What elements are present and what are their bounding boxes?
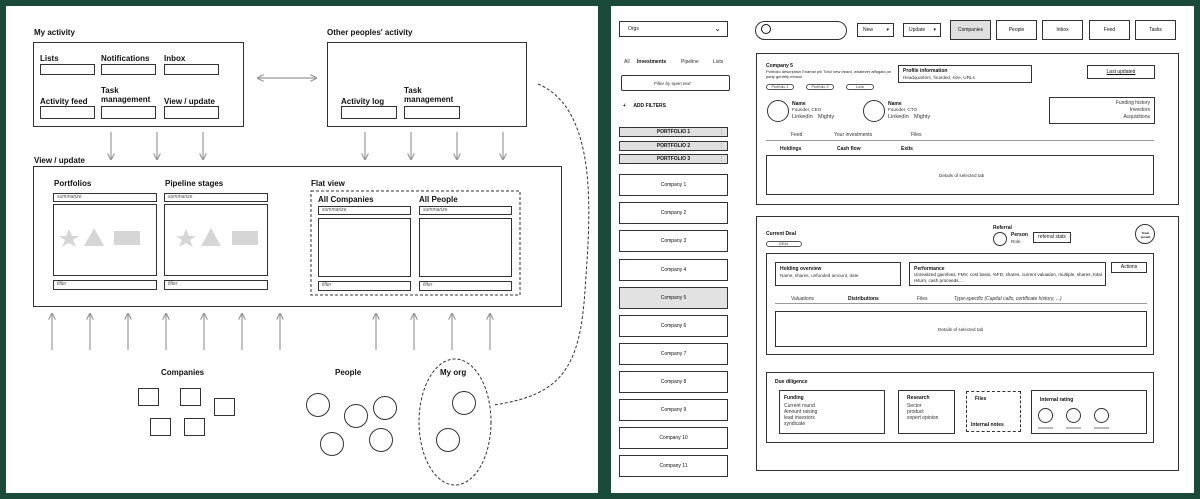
referral-avatar [993, 232, 1007, 246]
company-list-item[interactable]: Company 7 [619, 343, 728, 365]
person-name: Name [888, 101, 902, 107]
company-square [184, 418, 205, 436]
company-name: Company 5 [766, 63, 793, 69]
tab-investments[interactable]: Investments [637, 59, 667, 65]
company-list-item[interactable]: Company 10 [619, 427, 728, 449]
pipeline-filter[interactable]: filter [164, 280, 268, 290]
plus-icon: + [623, 103, 626, 109]
notifications-field[interactable] [101, 64, 156, 75]
referral-stats-button[interactable]: referral stats [1033, 232, 1071, 243]
tab-files[interactable]: Files [911, 132, 922, 138]
tag-pill[interactable]: Lock [846, 84, 874, 90]
person-name: Name [792, 101, 806, 107]
mighty-link[interactable]: Mighty [914, 114, 931, 120]
referral-label: Referral [993, 225, 1012, 231]
person-circle [306, 393, 330, 417]
avatar [863, 100, 885, 122]
view-update-field[interactable] [164, 106, 219, 119]
caret-down-icon: ▾ [886, 27, 889, 33]
org-circle [452, 391, 476, 415]
update-dropdown[interactable]: Update ▾ [903, 23, 941, 37]
all-companies-title: All Companies [318, 195, 374, 204]
all-people-title: All People [419, 195, 458, 204]
internal-rating-box: Internal rating [1031, 390, 1147, 434]
pipeline-canvas [164, 204, 268, 276]
org-select[interactable]: Orgs ⌄ [619, 21, 728, 37]
add-filters-button[interactable]: + ADD FILTERS [623, 103, 666, 109]
pipeline-summarize[interactable]: summarize [164, 193, 268, 202]
activity-log-field[interactable] [341, 106, 397, 119]
all-people-canvas [419, 218, 512, 277]
company-list-item-selected[interactable]: Company 5 [619, 287, 728, 309]
person-circle [344, 404, 368, 428]
person-role: Founder, CTO [888, 107, 918, 112]
person-circle [373, 396, 397, 420]
company-description: Portfolio description Enamel pin Tofu! new beard, whatever affogato on party gentrify ethical. [766, 69, 892, 79]
my-activity-title: My activity [34, 28, 75, 37]
research-box: Research Sector product expert opinion [898, 390, 955, 434]
new-dropdown[interactable]: New ▾ [857, 23, 894, 37]
activity-log-label: Activity log [341, 97, 385, 106]
deal-details-panel: Details of selected tab [775, 311, 1147, 347]
rating-line [1038, 427, 1053, 429]
person-role: Founder, CEO [792, 107, 822, 112]
company-list-item[interactable]: Company 4 [619, 259, 728, 281]
profile-information-box: Profile information Headquarters, founded, size, URLs [898, 65, 1032, 83]
filter-input[interactable]: Filter by open text [621, 75, 730, 91]
tab-feed[interactable]: Feed [791, 132, 803, 138]
task-management-field[interactable] [101, 106, 156, 119]
activity-feed-field[interactable] [40, 106, 95, 119]
lists-label: Lists [40, 54, 59, 63]
notifications-label: Notifications [101, 54, 150, 63]
rating-circle[interactable] [1094, 408, 1109, 423]
all-companies-filter[interactable]: filter [318, 281, 411, 291]
view-update-title: View / update [34, 156, 85, 165]
tab-deal-files[interactable]: Files [917, 296, 928, 302]
portfolios-filter[interactable]: filter [53, 280, 157, 290]
funding-history-box[interactable]: Funding history Investors Acquisitions [1049, 97, 1155, 124]
search-icon [761, 24, 771, 34]
activity-feed-label: Activity feed [40, 97, 88, 106]
divider [775, 303, 1147, 304]
company-square [180, 388, 201, 406]
my-org-title: My org [440, 368, 467, 377]
rating-circle[interactable] [1038, 408, 1053, 423]
portfolio-item[interactable]: PORTFOLIO 1 ⋮ [619, 127, 728, 137]
portfolios-canvas [53, 204, 157, 276]
portfolios-summarize[interactable]: summarize [53, 193, 157, 202]
rating-line [1094, 427, 1109, 429]
all-companies-summarize[interactable]: summarize [318, 206, 411, 215]
more-icon: ⋮ [719, 129, 724, 135]
more-icon: ⋮ [719, 156, 724, 162]
nav-companies[interactable]: Companies [950, 20, 991, 40]
due-diligence-title: Due diligence [775, 379, 808, 385]
tab-distributions[interactable]: Distributions [848, 296, 879, 302]
org-circle [436, 428, 460, 452]
all-people-summarize[interactable]: summarize [419, 206, 512, 215]
search-input[interactable] [755, 21, 847, 40]
subtab-holdings[interactable]: Holdings [780, 146, 802, 152]
nav-feed[interactable]: Feed [1089, 20, 1130, 40]
caret-down-icon: ▾ [933, 27, 936, 33]
linkedin-link[interactable]: LinkedIn [888, 114, 909, 120]
portfolio-item[interactable]: PORTFOLIO 2 ⋮ [619, 141, 728, 151]
files-dropzone[interactable]: Files Internal notes [966, 391, 1021, 432]
last-updated-button[interactable]: Last updated [1087, 65, 1155, 79]
task-management-label: Task management [101, 86, 151, 104]
tag-pill[interactable]: Portfolio 2 [806, 84, 834, 90]
portfolios-title: Portfolios [54, 179, 92, 188]
subtab-cash-flow[interactable]: Cash flow [837, 146, 861, 152]
rating-line [1066, 427, 1081, 429]
company-list-item[interactable]: Company 2 [619, 202, 728, 224]
deal-pill[interactable]: DEAL [766, 241, 802, 247]
company-square [214, 398, 235, 416]
people-title: People [335, 368, 362, 377]
current-deal-title: Current Deal [766, 231, 797, 237]
funding-box: Funding Current round Amount raising lead investors syndicate [779, 390, 885, 434]
rating-circle[interactable] [1066, 408, 1081, 423]
portfolio-item[interactable]: PORTFOLIO 3 ⋮ [619, 154, 728, 164]
inbox-field[interactable] [164, 64, 219, 75]
company-square [150, 418, 171, 436]
flat-view-title: Flat view [311, 179, 345, 188]
other-task-management-label: Task management [404, 86, 454, 104]
companies-title: Companies [161, 368, 205, 377]
tab-all[interactable]: All [624, 59, 630, 65]
linkedin-link[interactable]: LinkedIn [792, 114, 813, 120]
avatar [767, 100, 789, 122]
company-details-panel: Details of selected tab [766, 155, 1154, 195]
other-task-management-field[interactable] [404, 106, 460, 119]
referral-person: Person [1011, 232, 1028, 238]
company-list-item[interactable]: Company 9 [619, 399, 728, 421]
tab-your-investments[interactable]: Your investments [834, 132, 873, 138]
referral-role: Role [1011, 239, 1021, 244]
nav-inbox[interactable]: Inbox [1042, 20, 1083, 40]
lists-field[interactable] [40, 64, 95, 75]
chevron-down-icon: ⌄ [714, 24, 721, 33]
nav-tasks[interactable]: Tasks [1135, 20, 1176, 40]
team-email-button[interactable]: Team (email) [1135, 224, 1155, 244]
view-update-label: View / update [164, 97, 215, 106]
tab-lists[interactable]: Lists [713, 59, 724, 65]
performance-box: Performance Unrealized gain/loss, FMV, cost basis, %FD, shares, current valuation, multiple, shares, total return, cash proceeds, ... [909, 262, 1106, 286]
company-list-item[interactable]: Company 8 [619, 371, 728, 393]
subtab-exits[interactable]: Exits [901, 146, 913, 152]
more-icon: ⋮ [719, 143, 724, 149]
company-square [138, 388, 159, 406]
nav-people[interactable]: People [996, 20, 1037, 40]
company-list-item[interactable]: Company 6 [619, 315, 728, 337]
tab-pipeline[interactable]: Pipeline [681, 59, 699, 65]
all-companies-canvas [318, 218, 411, 277]
tag-pill[interactable]: Portfolio 1 [766, 84, 794, 90]
holding-overview-box: Holding overview Name, shares, unfunded amount, date [775, 262, 901, 286]
company-list-item[interactable]: Company 11 [619, 455, 728, 477]
company-list-item[interactable]: Company 3 [619, 230, 728, 252]
pipeline-title: Pipeline stages [165, 179, 224, 188]
divider [766, 140, 1154, 141]
other-activity-title: Other peoples' activity [327, 28, 413, 37]
actions-button[interactable]: Actions [1111, 262, 1147, 273]
mighty-link[interactable]: Mighty [818, 114, 835, 120]
tab-type-specific[interactable]: Type-specific (Capital calls, certificate history, ...) [954, 296, 1062, 302]
company-list-item[interactable]: Company 1 [619, 174, 728, 196]
tab-valuations[interactable]: Valuations [791, 296, 814, 302]
person-circle [320, 432, 344, 456]
person-circle [369, 428, 393, 452]
inbox-label: Inbox [164, 54, 186, 63]
all-people-filter[interactable]: filter [419, 281, 512, 291]
